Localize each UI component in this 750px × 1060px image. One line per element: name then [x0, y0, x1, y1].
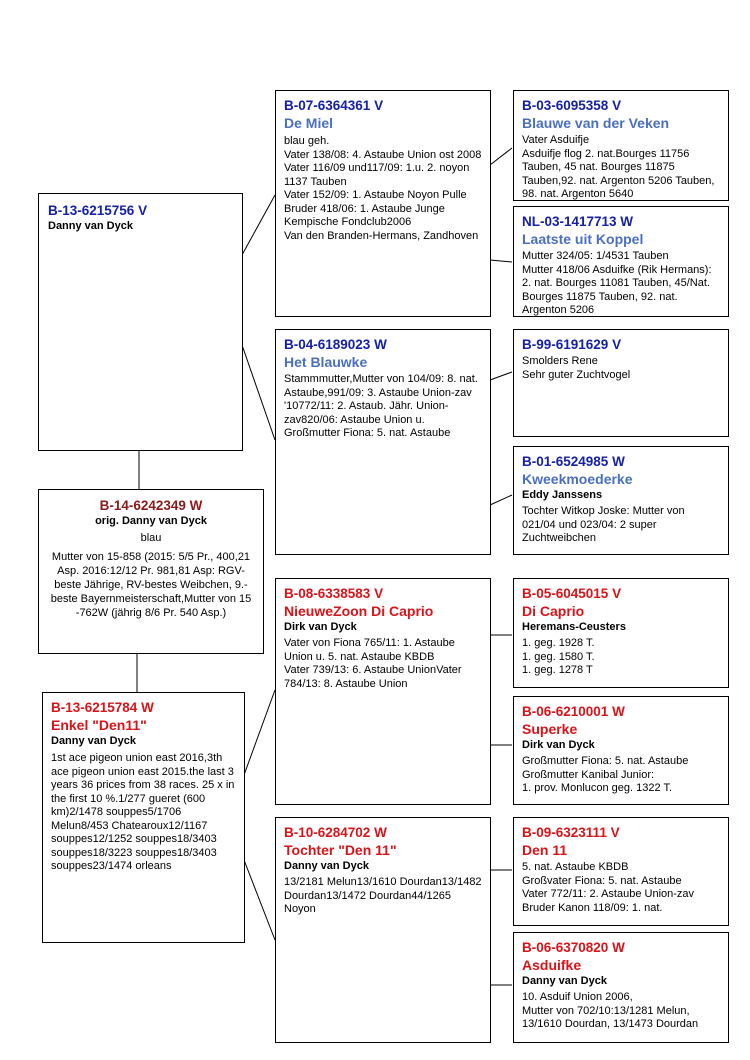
description: Smolders Rene Sehr guter Zuchtvogel — [522, 355, 631, 381]
dam-card — [42, 692, 245, 943]
description: 1. geg. 1928 T. 1. geg. 1580 T. 1. geg. 1278 T — [522, 637, 595, 676]
sire-dam-sire-card — [513, 329, 729, 437]
ring-number: B-10-6284702 W — [284, 825, 387, 840]
ring-number: B-05-6045015 V — [522, 586, 622, 601]
dam-sire-card — [275, 578, 491, 805]
breeder-name: Heremans-Ceusters — [522, 621, 626, 633]
pigeon-name: orig. Danny van Dyck — [95, 515, 207, 527]
breeder-name: Danny van Dyck — [48, 220, 133, 232]
sire-dam-card — [275, 329, 491, 555]
sire-sire-dam-card — [513, 206, 729, 317]
ring-number: B-07-6364361 V — [284, 98, 384, 113]
description: 1st ace pigeon union east 2016,3th ace pigeon union east 2015.the last 3 years 36 prices from 38 races. 25 x in the first 10 %.1/277 gueret (600 km)2/1478 souppes5/1706 Melun8/453 Chatearoux12/1167 souppes12/1252 souppes18/3403 souppes18/3223 souppes18/3403 souppes23/1474 orleans — [51, 752, 235, 872]
dam-dam-card — [275, 817, 491, 1043]
sire-sire-card — [275, 90, 491, 317]
ring-number: B-03-6095358 V — [522, 98, 622, 113]
pigeon-name: Asduifke — [522, 957, 582, 973]
description: Großmutter Fiona: 5. nat. Astaube Großmutter Kanibal Junior: 1. prov. Monlucon geg. 1322 T. — [522, 755, 689, 794]
sire-dam-dam-card — [513, 446, 729, 555]
ring-number: B-04-6189023 W — [284, 337, 387, 352]
breeder-name: Danny van Dyck — [284, 860, 369, 872]
pigeon-name: Tochter "Den 11" — [284, 842, 397, 858]
description: 13/2181 Melun13/1610 Dourdan13/1482 Dourdan13/1472 Dourdan44/1265 Noyon — [284, 876, 482, 915]
pigeon-name: Superke — [522, 721, 578, 737]
description: Mutter 324/05: 1/4531 Tauben Mutter 418/06 Asduifke (Rik Hermans): 2. nat. Bourges 11081 Tauben, 45/Nat. Bourges 11875 Tauben, 92. nat. Argenton 5206 — [522, 250, 712, 316]
color-text: blau — [140, 532, 162, 544]
description: 10. Asduif Union 2006, Mutter von 702/10:13/1281 Melun, 13/1610 Dourdan, 13/1473 Dourdan — [522, 991, 699, 1030]
ring-number: B-06-6370820 W — [522, 940, 625, 955]
ring-number: B-13-6215784 W — [51, 700, 154, 715]
sire-sire-sire-card — [513, 90, 729, 201]
pigeon-name: Kweekmoederke — [522, 471, 633, 487]
breeder-name: Dirk van Dyck — [284, 621, 357, 633]
breeder-name: Danny van Dyck — [51, 735, 136, 747]
description: Vater von Fiona 765/11: 1. Astaube Union u. 5. nat. Astaube KBDB Vater 739/13: 6. Astaube UnionVater 784/13: 8. Astaube Union — [284, 637, 462, 690]
breeder-name: Danny van Dyck — [522, 975, 607, 987]
ring-number: B-99-6191629 V — [522, 337, 622, 352]
ring-number: B-01-6524985 W — [522, 454, 625, 469]
description: 5. nat. Astaube KBDB Großvater Fiona: 5. nat. Astaube Vater 772/11: 2. Astaube Union-zav Bruder Kanon 118/09: 1. nat. — [522, 861, 695, 914]
dam-sire-dam-card — [513, 696, 729, 805]
sire-card — [38, 193, 243, 451]
breeder-name: Eddy Janssens — [522, 489, 603, 501]
pigeon-name: Het Blauwke — [284, 354, 368, 370]
ring-number: B-09-6323111 V — [522, 825, 620, 840]
pigeon-name: De Miel — [284, 115, 334, 131]
breeder-name: Dirk van Dyck — [522, 739, 595, 751]
dam-dam-dam-card — [513, 932, 729, 1043]
dam-dam-sire-card — [513, 817, 729, 926]
dam-sire-sire-card — [513, 578, 729, 688]
ring-number: B-13-6215756 V — [48, 203, 148, 218]
description: Mutter von 15-858 (2015: 5/5 Pr., 400,21 Asp. 2016:12/12 Pr. 981,81 Asp: RGV-beste Jährige, RV-bestes Weibchen, 9.-beste Bayernmeisterschaft,Mutter von 15 -762W (jährig 8/6 Pr. 540 Asp.) — [50, 550, 252, 619]
description: Vater Asduifje Asduifje flog 2. nat.Bourges 11756 Tauben, 45 nat. Bourges 11875 Tauben,92. nat. Argenton 5206 Tauben, 98. nat. Argenton 5640 — [522, 134, 715, 200]
pigeon-name: Laatste uit Koppel — [522, 231, 644, 247]
ring-number: B-14-6242349 W — [99, 498, 203, 513]
ring-number: B-06-6210001 W — [522, 704, 625, 719]
ring-number: B-08-6338583 V — [284, 586, 384, 601]
pigeon-name: Den 11 — [522, 842, 568, 858]
pigeon-name: NieuweZoon Di Caprio — [284, 603, 434, 619]
description: blau geh. Vater 138/08: 4. Astaube Union ost 2008 Vater 116/09 und117/09: 1.u. 2. noyon 1137 Tauben Vater 152/09: 1. Astaube Noyon Pulle Bruder 418/06: 1. Astaube Junge Kempische Fondclub2006 Van den Branden-Hermans, Zandhoven — [284, 135, 482, 242]
pigeon-name: Di Caprio — [522, 603, 585, 619]
pigeon-name: Blauwe van der Veken — [522, 115, 670, 131]
subject-card — [38, 489, 264, 654]
description: Stammmutter,Mutter von 104/09: 8. nat. Astaube,991/09: 3. Astaube Union-zav '10772/11: 2. Astaub. Jähr. Union-zav820/06: Astaube Union u. Großmutter Fiona: 5. nat. Astaube — [284, 373, 478, 439]
ring-number: NL-03-1417713 W — [522, 214, 634, 229]
description: Tochter Witkop Joske: Mutter von 021/04 und 023/04: 2 super Zuchtweibchen — [522, 505, 685, 544]
pigeon-name: Enkel "Den11" — [51, 717, 147, 733]
